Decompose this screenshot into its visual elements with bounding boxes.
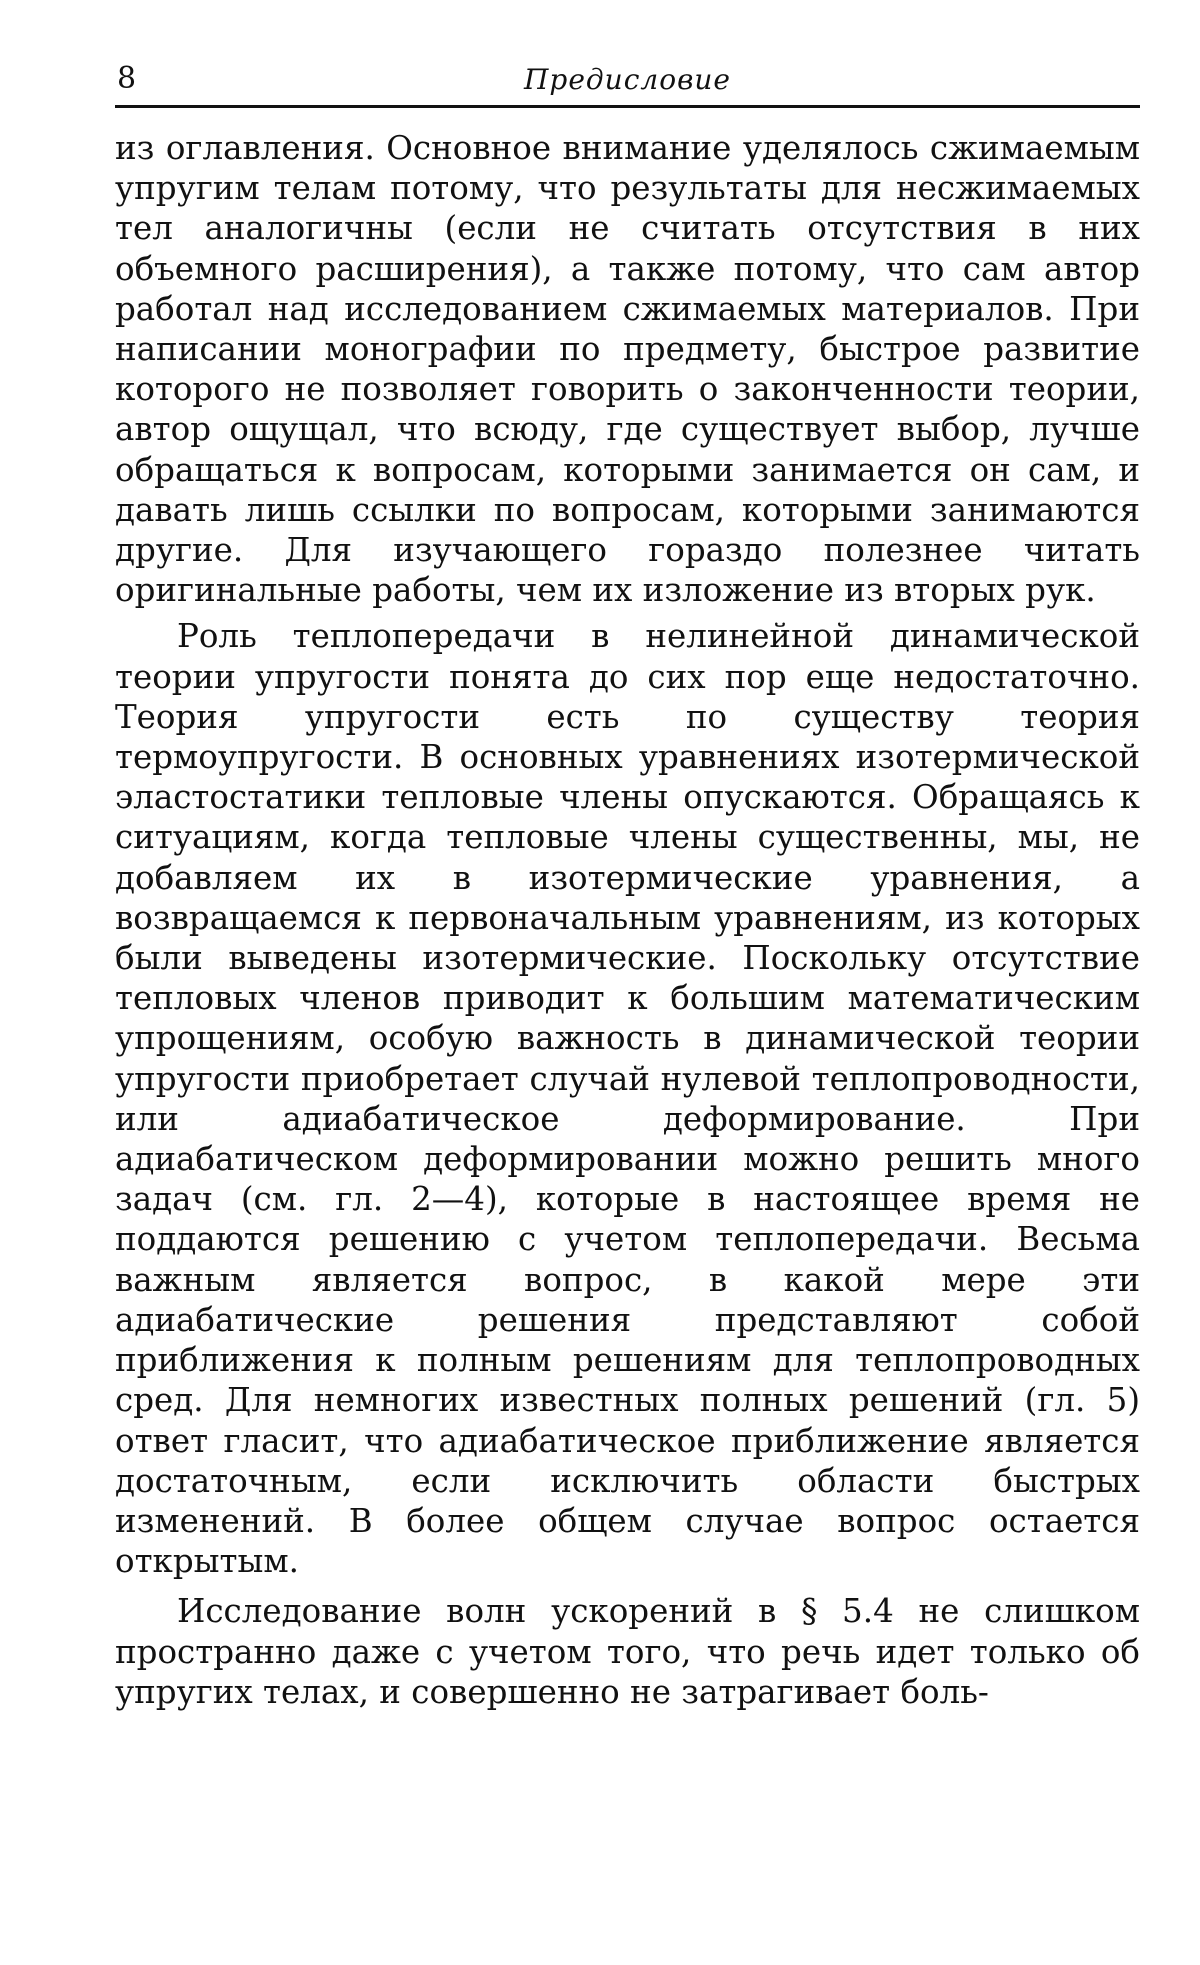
body-text: [115, 128, 1140, 1712]
running-head: [115, 55, 1140, 108]
page-number: 8: [117, 61, 137, 96]
paragraph-2: Роль теплопередачи в нелинейной динамической теории упругости понята до сих пор еще недостаточно. Теория упругости есть по существу теория термоупругости. В основных уравнениях изотермической эластостатики тепловые члены опускаются. Обращаясь к ситуациям, когда тепловые члены существенны, мы, не добавляем их в изотермические уравнения, а возвращаемся к первоначальным уравнениям, из которых были выведены изотермические. Поскольку отсутствие тепловых членов приводит к большим математическим упрощениям, особую важность в динамической теории упругости приобретает случай нулевой теплопроводности, или адиабатическое деформирование. При адиабатическом деформировании можно решить много задач (см. гл. 2—4), которые в настоящее время не поддаются решению с учетом теплопередачи. Весьма важным является вопрос, в какой мере эти адиабатические решения представляют собой приближения к полным решениям для теплопроводных сред. Для немногих известных полных решений (гл. 5) ответ гласит, что адиабатическое приближение является достаточным, если исключить области быстрых изменений. В более общем случае вопрос остается открытым.: [115, 617, 1140, 1581]
paragraph-1: из оглавления. Основное внимание уделялось сжимаемым упругим телам потому, что результаты для несжимаемых тел аналогичны (если не считать отсутствия в них объемного расширения), а также потому, что сам автор работал над исследованием сжимаемых материалов. При написании монографии по предмету, быстрое развитие которого не позволяет говорить о законченности теории, автор ощущал, что всюду, где существует выбор, лучше обращаться к вопросам, которыми занимается он сам, и давать лишь ссылки по вопросам, которыми занимаются другие. Для изучающего гораздо полезнее читать оригинальные работы, чем их изложение из вторых рук.: [115, 129, 1140, 610]
book-page: [115, 55, 1140, 1712]
running-head-title: Предисловие: [524, 63, 731, 96]
paragraph-3: Исследование волн ускорений в § 5.4 не слишком пространно даже с учетом того, что речь идет только об упругих телах, и совершенно не затрагивает боль-: [115, 1592, 1140, 1711]
